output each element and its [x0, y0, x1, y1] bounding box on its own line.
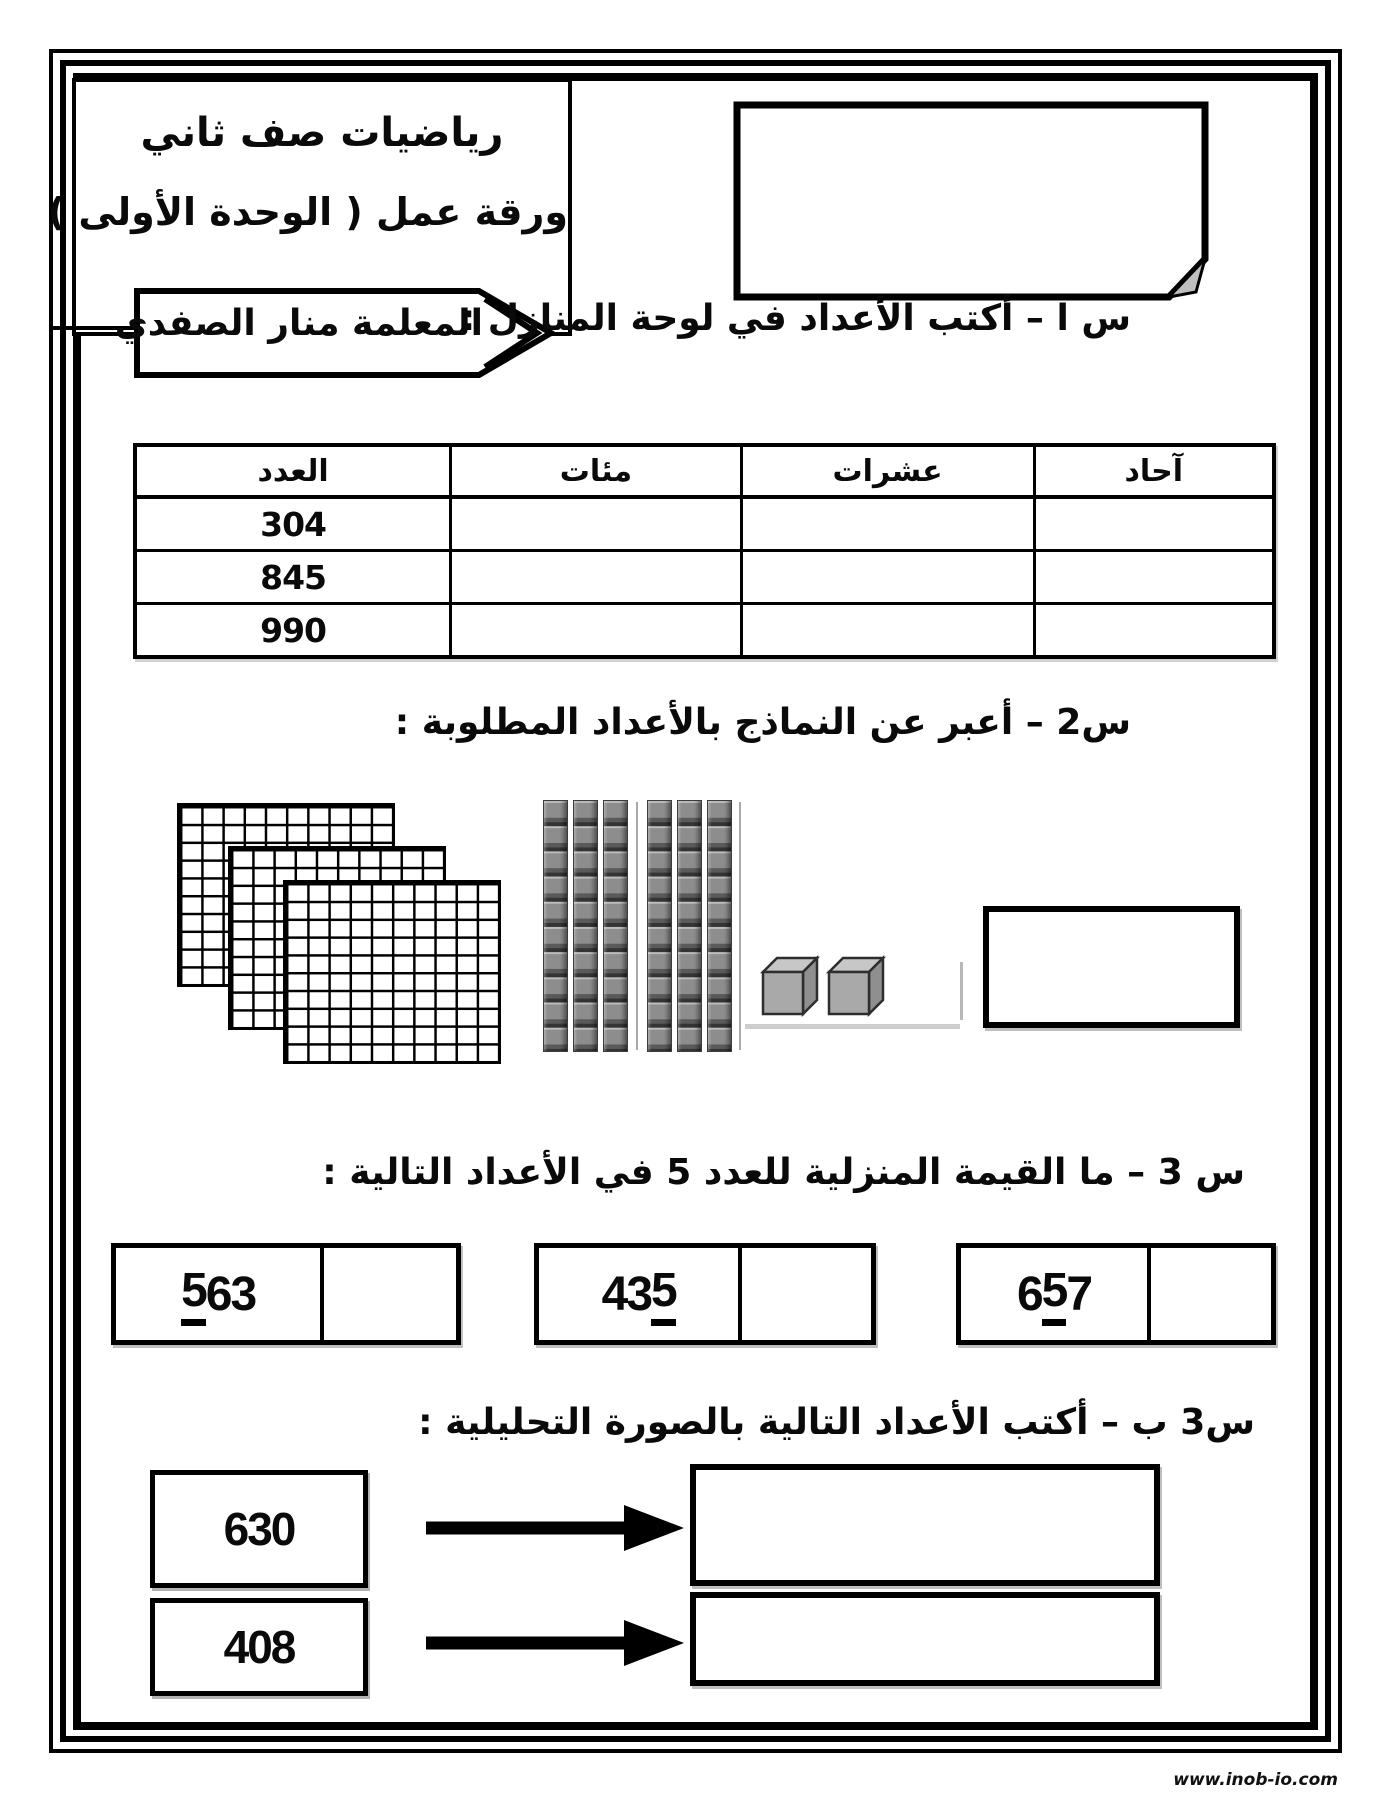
- col-header-number: العدد: [257, 453, 329, 489]
- watermark-url: www.inob-io.com: [1173, 1770, 1338, 1790]
- tens-rod-icon: [707, 800, 732, 1052]
- ones-answer-cell[interactable]: [1033, 552, 1272, 602]
- rod-divider-line: [739, 802, 741, 1050]
- q3-number: [539, 1248, 742, 1340]
- underlined-digit: 5: [181, 1263, 206, 1326]
- q2-answer-box[interactable]: [983, 906, 1240, 1028]
- teacher-name: المعلمة منار الصفدي: [114, 303, 483, 344]
- number-cell: 304: [260, 504, 326, 544]
- q3b-prompt: س3 ب – أكتب الأعداد التالية بالصورة التحليلية :: [418, 1402, 1255, 1443]
- q3-answer-cell[interactable]: [1151, 1248, 1271, 1340]
- q3b-answer-box[interactable]: [690, 1592, 1160, 1686]
- number-cell: 845: [260, 557, 326, 597]
- place-value-table: [133, 443, 1276, 659]
- ones-cube-icon: [824, 952, 886, 1022]
- tens-rod-icon: [603, 800, 628, 1052]
- q3-item-box: [956, 1243, 1276, 1345]
- digit-group: 6: [1016, 1267, 1042, 1321]
- underlined-digit: 5: [651, 1263, 676, 1326]
- q3-answer-cell[interactable]: [324, 1248, 456, 1340]
- ones-answer-cell[interactable]: [1033, 499, 1272, 549]
- tens-rod-icon: [647, 800, 672, 1052]
- tens-rod-icon: [573, 800, 598, 1052]
- q3b-answer-box[interactable]: [690, 1464, 1160, 1586]
- col-header-tens: عشرات: [740, 447, 1033, 495]
- digit-group: 63: [205, 1267, 256, 1321]
- tens-answer-cell[interactable]: [740, 499, 1033, 549]
- q3-prompt: س 3 – ما القيمة المنزلية للعدد 5 في الأعداد التالية :: [322, 1152, 1245, 1193]
- col-header-ones: آحاد: [1033, 447, 1272, 495]
- rod-divider-line: [636, 802, 638, 1050]
- table-row: [137, 602, 1272, 655]
- q1-prompt: س ا – أكتب الأعداد في لوحة المنازل :: [460, 298, 1131, 339]
- q3-item-box: [111, 1243, 461, 1345]
- hundreds-flat-icon: [283, 880, 501, 1064]
- ones-answer-cell[interactable]: [1033, 605, 1272, 655]
- ones-cube-icon: [758, 952, 820, 1022]
- note-box[interactable]: [733, 101, 1209, 301]
- worksheet-subtitle: ورقة عمل ( الوحدة الأولى ): [47, 190, 568, 234]
- hundreds-answer-cell[interactable]: [449, 605, 740, 655]
- digit-group: 43: [601, 1267, 652, 1321]
- col-header-hundreds: مئات: [449, 447, 740, 495]
- hundreds-answer-cell[interactable]: [449, 552, 740, 602]
- underlined-digit: 5: [1042, 1263, 1067, 1326]
- tens-answer-cell[interactable]: [740, 552, 1033, 602]
- table-row: [137, 499, 1272, 549]
- arrow-right-icon: [422, 1498, 687, 1558]
- q3b-number-box: 408: [150, 1598, 368, 1696]
- table-header-row: [137, 447, 1272, 499]
- hundreds-answer-cell[interactable]: [449, 499, 740, 549]
- q3-number: [961, 1248, 1151, 1340]
- worksheet-title: رياضيات صف ثاني: [140, 110, 504, 156]
- table-row: [137, 549, 1272, 602]
- q3b-number-box: 630: [150, 1470, 368, 1588]
- digit-group: 7: [1066, 1267, 1092, 1321]
- tens-rod-icon: [677, 800, 702, 1052]
- tens-answer-cell[interactable]: [740, 605, 1033, 655]
- q3-item-box: [534, 1243, 876, 1345]
- cube-shadow-line: [745, 1024, 960, 1029]
- q3-number: [116, 1248, 324, 1340]
- tens-rod-icon: [543, 800, 568, 1052]
- arrow-right-icon: [422, 1613, 687, 1673]
- number-cell: 990: [260, 610, 326, 650]
- cube-edge-line: [960, 962, 963, 1020]
- q3-answer-cell[interactable]: [742, 1248, 871, 1340]
- q2-prompt: س2 – أعبر عن النماذج بالأعداد المطلوبة :: [394, 702, 1131, 743]
